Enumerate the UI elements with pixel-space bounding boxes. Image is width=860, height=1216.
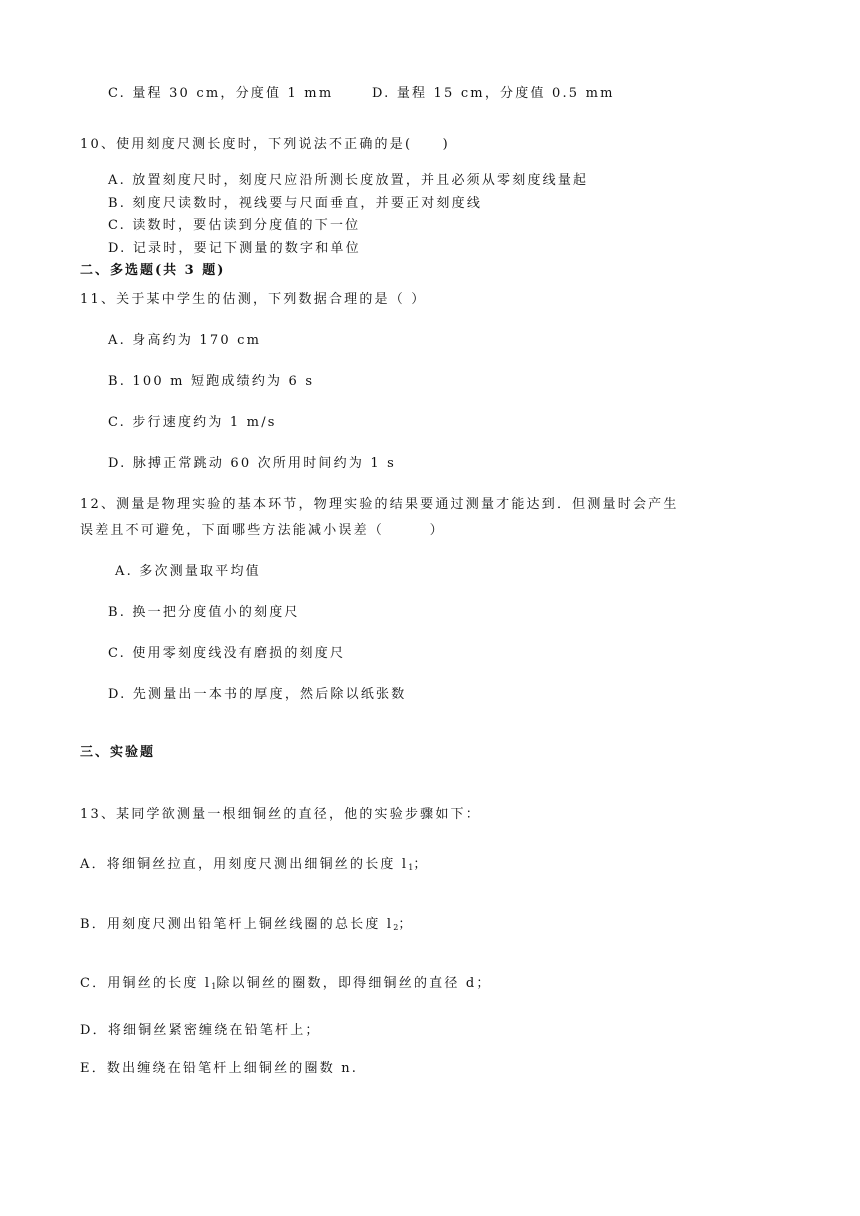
q12-option-c: C. 使用零刻度线没有磨损的刻度尺: [108, 646, 346, 661]
q12-option-b: B. 换一把分度值小的刻度尺: [108, 605, 300, 620]
q13-step-c-subscript: 1: [211, 982, 217, 991]
q11-stem: 11、关于某中学生的估测，下列数据合理的是（ ）: [80, 292, 427, 307]
q13-step-a: [80, 857, 429, 876]
q13-step-b-text: B．用刻度尺测出铅笔杆上铜丝线圈的总长度 l: [80, 917, 394, 932]
q13-step-c: [80, 976, 492, 995]
q10-option-a: A. 放置刻度尺时，刻度尺应沿所测长度放置，并且必须从零刻度线量起: [108, 173, 589, 188]
q13-step-b-end: ；: [398, 917, 414, 932]
q11-option-a: A. 身高约为 170 cm: [108, 333, 262, 348]
q13-step-b: [80, 917, 414, 936]
q9-option-c: C. 量程 30 cm，分度值 1 mm: [108, 86, 334, 101]
q10-option-b: B. 刻度尺读数时，视线要与尺面垂直，并要正对刻度线: [108, 196, 483, 211]
q10-option-c: C. 读数时，要估读到分度值的下一位: [108, 218, 361, 233]
q13-step-c-end: 除以铜丝的圈数，即得细铜丝的直径 d；: [216, 976, 492, 991]
q13-step-a-end: ；: [413, 857, 429, 872]
q11-option-b: B. 100 m 短跑成绩约为 6 s: [108, 374, 315, 389]
q13-step-d: D．将细铜丝紧密缠绕在铅笔杆上；: [80, 1023, 321, 1038]
q12-stem-line-1: 12、测量是物理实验的基本环节，物理实验的结果要通过测量才能达到．但测量时会产生: [80, 497, 679, 512]
q13-step-b-subscript: 2: [393, 923, 399, 932]
q10-option-d: D. 记录时，要记下测量的数字和单位: [108, 241, 361, 256]
q12-option-d: D. 先测量出一本书的厚度，然后除以纸张数: [108, 687, 407, 702]
q13-step-e: E．数出缠绕在铅笔杆上细铜丝的圈数 n.: [80, 1061, 359, 1076]
q13-step-a-subscript: 1: [408, 863, 414, 872]
q10-stem: 10、使用刻度尺测长度时，下列说法不正确的是( ): [80, 137, 450, 152]
q11-option-d: D. 脉搏正常跳动 60 次所用时间约为 1 s: [108, 456, 397, 471]
q12-stem-line-2: 误差且不可避免，下面哪些方法能减小误差（ ）: [80, 523, 445, 538]
q13-step-c-text: C．用铜丝的长度 l: [80, 976, 212, 991]
section-3-title: 三、实验题: [80, 745, 156, 760]
q11-option-c: C. 步行速度约为 1 m/s: [108, 415, 277, 430]
q12-option-a: A. 多次测量取平均值: [115, 564, 261, 579]
section-2-title: 二、多选题(共 3 题): [80, 263, 226, 278]
q9-option-d: D. 量程 15 cm，分度值 0.5 mm: [372, 86, 615, 101]
q13-stem: 13、某同学欲测量一根细铜丝的直径，他的实验步骤如下：: [80, 807, 481, 822]
q13-step-a-text: A．将细铜丝拉直，用刻度尺测出细铜丝的长度 l: [80, 857, 409, 872]
